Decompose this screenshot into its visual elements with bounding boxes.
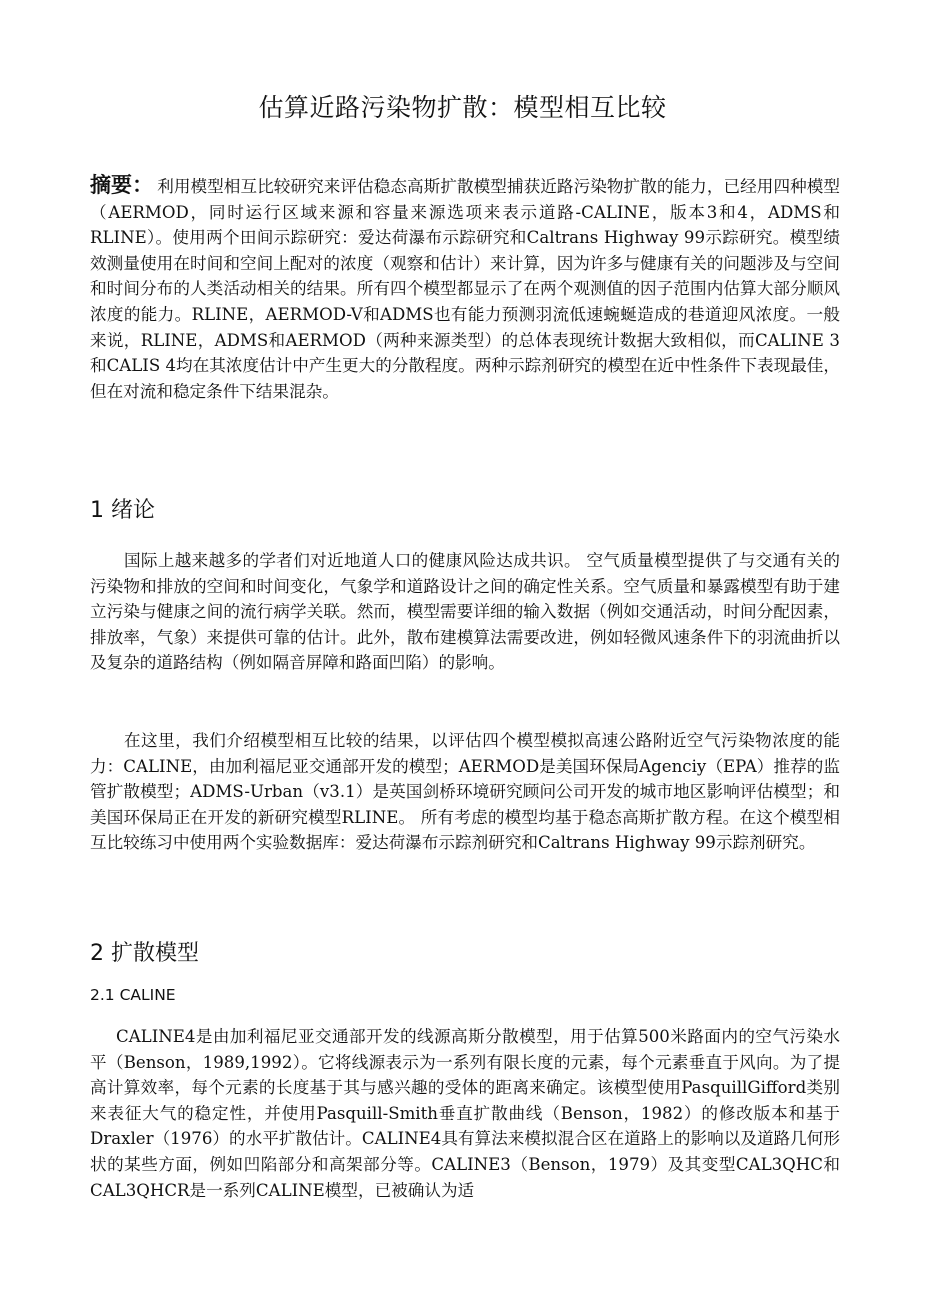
section-1-heading: 1 绪论 bbox=[90, 498, 155, 523]
abstract-label: 摘要： bbox=[90, 172, 154, 197]
subsection-2-1-heading: 2.1 CALINE bbox=[90, 986, 176, 1004]
abstract bbox=[90, 172, 840, 404]
section-1-paragraph-1: 国际上越来越多的学者们对近地道人口的健康风险达成共识。 空气质量模型提供了与交通有关的污染物和排放的空间和时间变化，气象学和道路设计之间的确定性关系。空气质量和暴露模型有助于建立污染与健康之间的流行病学关联。然而，模型需要详细的输入数据（例如交通活动，时间分配因素，排放率，气象）来提供可靠的估计。此外，散布建模算法需要改进，例如轻微风速条件下的羽流曲折以及复杂的道路结构（例如隔音屏障和路面凹陷）的影响。 bbox=[90, 551, 840, 673]
section-1-paragraph-2: 在这里，我们介绍模型相互比较的结果，以评估四个模型模拟高速公路附近空气污染物浓度的能力：CALINE，由加利福尼亚交通部开发的模型；AERMOD是美国环保局Agenciy（EPA）推荐的监管扩散模型；ADMS-Urban（v3.1）是英国剑桥环境研究顾问公司开发的城市地区影响评估模型；和美国环保局正在开发的新研究模型RLINE。 所有考虑的模型均基于稳态高斯扩散方程。在这个模型相互比较练习中使用两个实验数据库：爱达荷瀑布示踪剂研究和Caltrans Highway 99示踪剂研究。 bbox=[90, 731, 840, 853]
section-2-heading: 2 扩散模型 bbox=[90, 941, 199, 966]
abstract-text: 利用模型相互比较研究来评估稳态高斯扩散模型捕获近路污染物扩散的能力，已经用四种模型（AERMOD，同时运行区域来源和容量来源选项来表示道路-CALINE，版本3和4，ADMS和RLINE）。使用两个田间示踪研究：爱达荷瀑布示踪研究和Caltrans Highway 99示踪研究。模型绩效测量使用在时间和空间上配对的浓度（观察和估计）来计算，因为许多与健康有关的问题涉及与空间和时间分布的人类活动相关的结果。所有四个模型都显示了在两个观测值的因子范围内估算大部分顺风浓度的能力。RLINE，AERMOD-V和ADMS也有能力预测羽流低速蜿蜒造成的巷道迎风浓度。一般来说，RLINE，ADMS和AERMOD（两种来源类型）的总体表现统计数据大致相似，而CALINE 3和CALIS 4均在其浓度估计中产生更大的分散程度。两种示踪剂研究的模型在近中性条件下表现最佳，但在对流和稳定条件下结果混杂。 bbox=[90, 177, 840, 401]
paper-title: 估算近路污染物扩散：模型相互比较 bbox=[258, 93, 667, 122]
section-2-1-paragraph: CALINE4是由加利福尼亚交通部开发的线源高斯分散模型，用于估算500米路面内的空气污染水平（Benson，1989,1992）。它将线源表示为一系列有限长度的元素，每个元素垂直于风向。为了提高计算效率，每个元素的长度基于其与感兴趣的受体的距离来确定。该模型使用PasquillGifford类别来表征大气的稳定性，并使用Pasquill-Smith垂直扩散曲线（Benson，1982）的修改版本和基于Draxler（1976）的水平扩散估计。CALINE4具有算法来模拟混合区在道路上的影响以及道路几何形状的某些方面，例如凹陷部分和高架部分等。CALINE3（Benson，1979）及其变型CAL3QHC和CAL3QHCR是一系列CALINE模型，已被确认为适 bbox=[90, 1027, 840, 1200]
